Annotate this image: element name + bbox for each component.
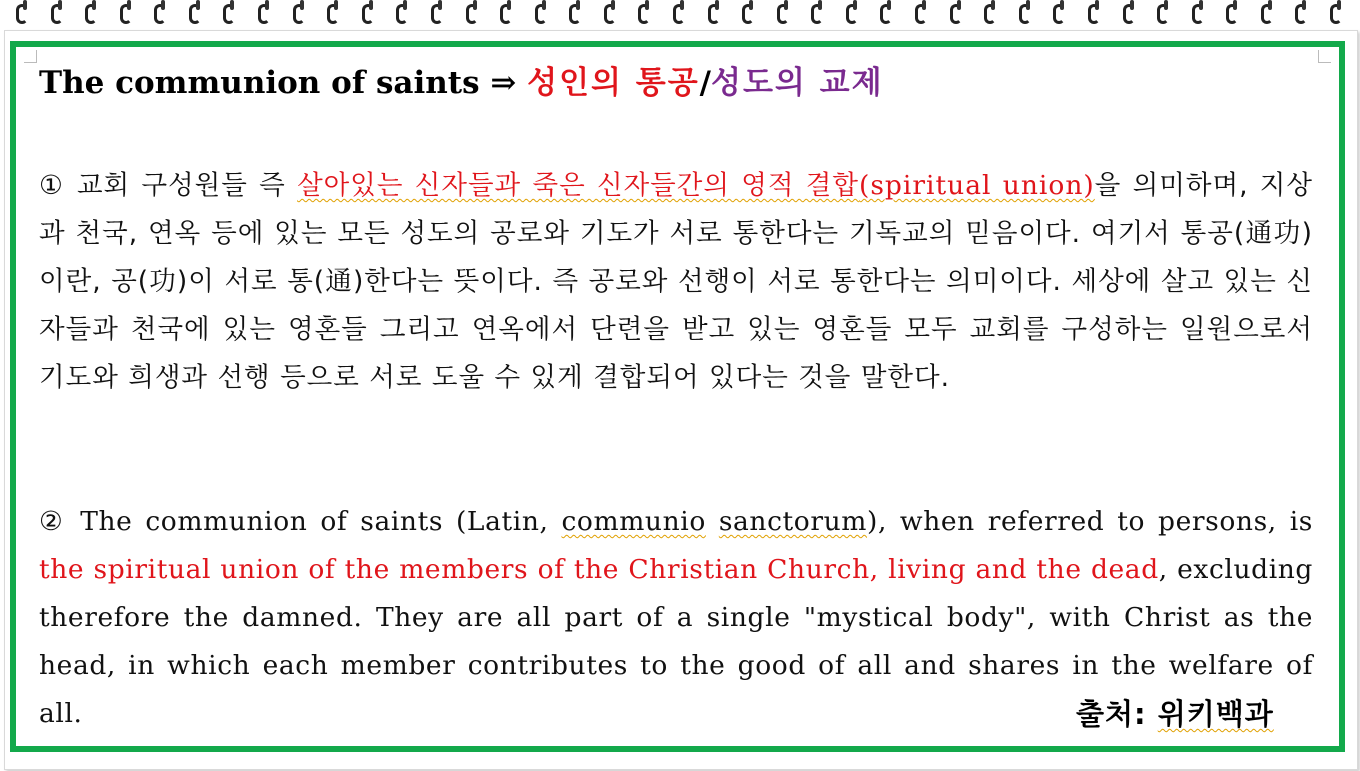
- spiral-ring-icon: [258, 0, 272, 30]
- spiral-ring-icon: [154, 0, 168, 30]
- margin-corner-mark: [24, 50, 37, 63]
- spiral-ring-icon: [1019, 0, 1033, 30]
- english-highlight: the spiritual union of the members of the Christian Church, living and the dead: [39, 554, 1159, 585]
- spiral-ring-icon: [846, 0, 860, 30]
- spiral-ring-icon: [777, 0, 791, 30]
- spiral-ring-icon: [880, 0, 894, 30]
- spiral-ring-icon: [85, 0, 99, 30]
- korean-intro: ① 교회 구성원들 즉: [39, 170, 298, 201]
- spiral-ring-icon: [1261, 0, 1275, 30]
- spiral-ring-icon: [223, 0, 237, 30]
- spiral-ring-icon: [1053, 0, 1067, 30]
- spiral-ring-icon: [396, 0, 410, 30]
- spiral-ring-icon: [362, 0, 376, 30]
- spiral-ring-icon: [1330, 0, 1344, 30]
- spiral-ring-icon: [1295, 0, 1309, 30]
- english-rest: , excluding therefore the damned. They are all part of a single "mystical body", with Christ as the head, in which each member contributes to the good of all and shares in the welfare of all.: [39, 554, 1313, 729]
- document-title: [39, 60, 1319, 106]
- spiral-ring-icon: [293, 0, 307, 30]
- korean-highlight-paren: (spiritual union): [858, 170, 1095, 201]
- spiral-ring-icon: [604, 0, 618, 30]
- spiral-ring-icon: [1088, 0, 1102, 30]
- spiral-ring-icon: [1192, 0, 1206, 30]
- spiral-ring-icon: [120, 0, 134, 30]
- spiral-ring-icon: [466, 0, 480, 30]
- spiral-ring-icon: [431, 0, 445, 30]
- latin-word-1: communio: [561, 506, 706, 537]
- spiral-ring-icon: [327, 0, 341, 30]
- spiral-ring-icon: [673, 0, 687, 30]
- spiral-ring-icon: [915, 0, 929, 30]
- latin-word-2: sanctorum: [718, 506, 868, 537]
- spiral-ring-icon: [984, 0, 998, 30]
- source-name: 위키백과: [1157, 697, 1274, 731]
- korean-paragraph: [39, 162, 1313, 402]
- spiral-binding: [0, 0, 1360, 36]
- spiral-ring-icon: [189, 0, 203, 30]
- spiral-ring-icon: [1226, 0, 1240, 30]
- english-after-latin: ), when referred to persons, is: [867, 506, 1313, 537]
- korean-highlight: 살아있는 신자들과 죽은 신자들간의 영적 결합: [297, 170, 859, 201]
- title-korean-purple: 성도의 교제: [711, 65, 884, 101]
- spiral-ring-icon: [1123, 0, 1137, 30]
- spiral-ring-icon: [535, 0, 549, 30]
- title-slash: /: [699, 65, 711, 101]
- spiral-ring-icon: [1157, 0, 1171, 30]
- spiral-ring-icon: [51, 0, 65, 30]
- source-label: 출처:: [1076, 697, 1158, 731]
- title-korean-red: 성인의 통공: [527, 65, 700, 101]
- spiral-ring-icon: [500, 0, 514, 30]
- spiral-ring-icon: [638, 0, 652, 30]
- latin-space: [706, 506, 719, 537]
- source-credit: [1076, 692, 1274, 736]
- korean-rest: 을 의미하며, 지상과 천국, 연옥 등에 있는 모든 성도의 공로와 기도가 서로 통한다는 기독교의 믿음이다. 여기서 통공(通功)이란, 공(功)이 서로 통(通)한다는 뜻이다. 즉 공로와 선행이 서로 통한다는 의미이다. 세상에 살고 있는 신자들과 천국에 있는 영혼들 그리고 연옥에서 단련을 받고 있는 영혼들 모두 교회를 구성하는 일원으로서 기도와 희생과 선행 등으로 서로 도울 수 있게 결합되어 있다는 것을 말한다.: [39, 170, 1314, 393]
- title-english: The communion of saints ⇒: [39, 65, 528, 101]
- spiral-ring-icon: [742, 0, 756, 30]
- spiral-ring-icon: [16, 0, 30, 30]
- spiral-ring-icon: [708, 0, 722, 30]
- spiral-ring-icon: [569, 0, 583, 30]
- english-intro: ② The communion of saints (Latin,: [39, 506, 562, 537]
- spiral-ring-icon: [950, 0, 964, 30]
- spiral-ring-icon: [811, 0, 825, 30]
- margin-corner-mark: [1318, 50, 1331, 63]
